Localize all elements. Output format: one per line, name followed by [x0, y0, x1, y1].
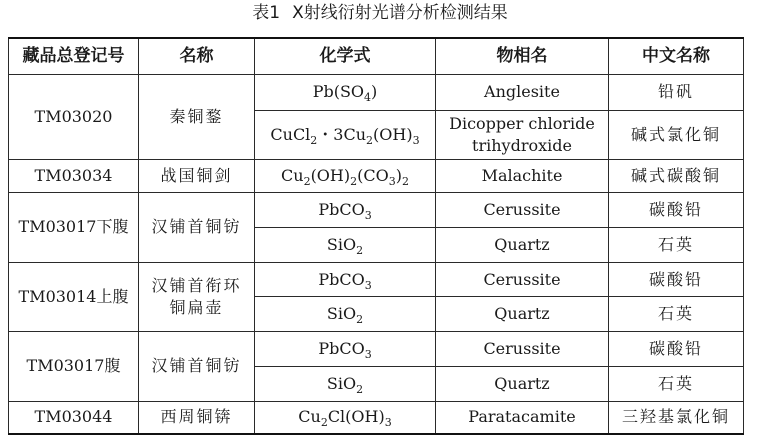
phase-cell: Quartz [436, 227, 609, 262]
formula-cell: $Cu_2(OH)_2(CO_3)_2$ [255, 160, 436, 193]
header-formula: 化学式 [255, 38, 436, 74]
artifact-name-cell: 西周铜锛 [139, 401, 255, 434]
table-number: 表1 [252, 3, 281, 23]
formula-cell: PbCO$_3$ [255, 262, 436, 297]
table-row [9, 193, 744, 228]
chinese-name-cell: 碳酸铅 [609, 332, 744, 367]
formula-cell: $Pb(SO_4)$ [255, 74, 436, 111]
phase-cell: Quartz [436, 366, 609, 401]
table-row [9, 160, 744, 193]
formula-cell: PbCO$_3$ [255, 332, 436, 367]
artifact-name-cell: 秦铜鍪 [139, 74, 255, 160]
accession-cell: TM03044 [9, 401, 139, 434]
table-title: X射线衍射光谱分析检测结果 [292, 3, 508, 23]
table-caption [0, 0, 760, 30]
table-row [9, 262, 744, 297]
accession-cell: TM03020 [9, 74, 139, 160]
chinese-name-cell: 碱式碳酸铜 [609, 160, 744, 193]
formula-cell: PbCO$_3$ [255, 193, 436, 228]
formula-cell: SiO$_2$ [255, 227, 436, 262]
formula-cell: CuCl$_2$・$3Cu_2(OH)_3$ [255, 111, 436, 160]
accession-cell: TM03034 [9, 160, 139, 193]
chinese-name-cell: 石英 [609, 297, 744, 332]
phase-cell: Anglesite [436, 74, 609, 111]
header-phase: 物相名 [436, 38, 609, 74]
phase-cell: Quartz [436, 297, 609, 332]
table-row [9, 401, 744, 434]
artifact-name-cell: 汉铺首衔环铜扁壶 [139, 262, 255, 332]
phase-cell: Cerussite [436, 332, 609, 367]
header-chinese-name: 中文名称 [609, 38, 744, 74]
phase-cell: Dicopper chloride trihydroxide [436, 111, 609, 160]
chinese-name-cell: 铅矾 [609, 74, 744, 111]
phase-cell: Cerussite [436, 262, 609, 297]
chinese-name-cell: 碳酸铅 [609, 193, 744, 228]
accession-cell: TM03014上腹 [9, 262, 139, 332]
chinese-name-cell: 三羟基氯化铜 [609, 401, 744, 434]
table-row [9, 332, 744, 367]
artifact-name-cell: 汉铺首铜钫 [139, 332, 255, 402]
chinese-name-cell: 碳酸铅 [609, 262, 744, 297]
phase-cell: Cerussite [436, 193, 609, 228]
chinese-name-cell: 石英 [609, 227, 744, 262]
header-accession-no: 藏品总登记号 [9, 38, 139, 74]
chinese-name-cell: 碱式氯化铜 [609, 111, 744, 160]
formula-cell: SiO$_2$ [255, 297, 436, 332]
table-row [9, 74, 744, 111]
chinese-name-cell: 石英 [609, 366, 744, 401]
formula-cell: SiO$_2$ [255, 366, 436, 401]
xrd-results-table [8, 37, 744, 435]
phase-cell: Paratacamite [436, 401, 609, 434]
accession-cell: TM03017腹 [9, 332, 139, 402]
formula-cell: $Cu_2Cl(OH)_3$ [255, 401, 436, 434]
header-name: 名称 [139, 38, 255, 74]
artifact-name-cell: 战国铜剑 [139, 160, 255, 193]
header-row [9, 38, 744, 74]
phase-cell: Malachite [436, 160, 609, 193]
accession-cell: TM03017下腹 [9, 193, 139, 263]
artifact-name-cell: 汉铺首铜钫 [139, 193, 255, 263]
